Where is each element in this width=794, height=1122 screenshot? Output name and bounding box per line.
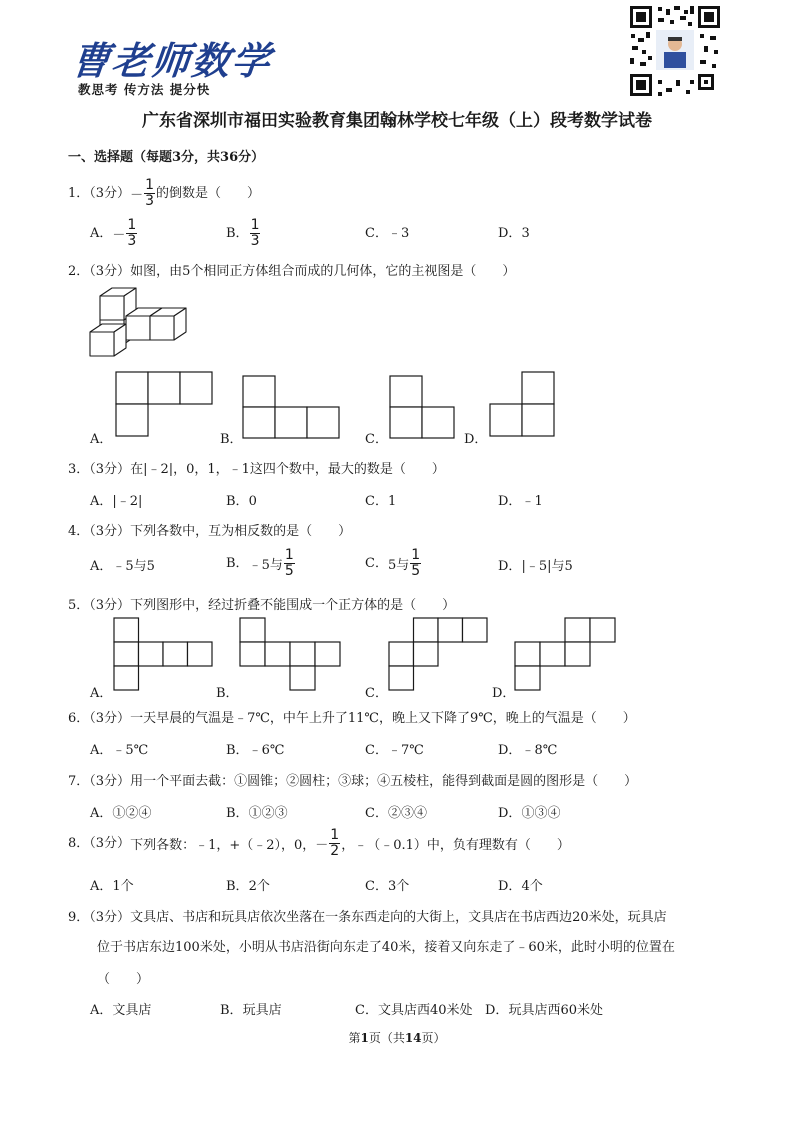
page-footer: 第1页（共14页） bbox=[348, 1031, 446, 1045]
q9-option-d[interactable]: D．玩具店西60米处 bbox=[485, 1003, 603, 1018]
qr-code-icon bbox=[628, 4, 722, 98]
q5-option-b-net[interactable] bbox=[240, 618, 344, 694]
q6-option-b[interactable]: B．﹣6℃ bbox=[226, 743, 285, 758]
question-1: 1．（3分）－ $\frac{1}{3}$ 的倒数是（ ） bbox=[68, 177, 261, 209]
q2-option-c-figure[interactable] bbox=[390, 376, 458, 440]
q9-option-b[interactable]: B．玩具店 bbox=[220, 1003, 282, 1018]
q4-option-d[interactable]: D．|﹣5|与5 bbox=[498, 559, 573, 574]
q8-option-d[interactable]: D．4个 bbox=[498, 879, 543, 894]
q6-option-c[interactable]: C．﹣7℃ bbox=[365, 743, 424, 758]
question-9: 9．（3分）文具店、书店和玩具店依次坐落在一条东西走向的大街上，文具店在书店西边20米处，玩具店 bbox=[68, 910, 667, 925]
q9-option-c[interactable]: C．文具店西40米处 bbox=[355, 1003, 473, 1018]
q6-option-a[interactable]: A．﹣5℃ bbox=[90, 743, 149, 758]
cube-solid-figure bbox=[88, 284, 192, 364]
q4-option-b[interactable]: B．﹣5与 $\frac{1}{5}$ bbox=[226, 547, 294, 579]
slogan: 教思考 传方法 提分快 bbox=[78, 82, 211, 97]
q8-option-b[interactable]: B．2个 bbox=[226, 879, 270, 894]
question-5: 5．（3分）下列图形中，经过折叠不能围成一个正方体的是（ ） bbox=[68, 598, 456, 613]
q1-option-a[interactable]: A．－ $\frac{1}{3}$ bbox=[90, 217, 137, 249]
question-4: 4．（3分）下列各数中，互为相反数的是（ ） bbox=[68, 524, 352, 539]
q2-option-d[interactable]: D． bbox=[464, 432, 488, 447]
logo: 曹老师数学 bbox=[69, 38, 275, 83]
q1-option-d[interactable]: D．3 bbox=[498, 226, 530, 241]
q2-option-b[interactable]: B． bbox=[220, 432, 243, 447]
question-7: 7．（3分）用一个平面去截：①圆锥；②圆柱；③球；④五棱柱，能得到截面是圆的图形是（ ） bbox=[68, 774, 638, 789]
q2-option-d-figure[interactable] bbox=[490, 372, 558, 438]
q5-option-c[interactable]: C． bbox=[365, 686, 388, 701]
q2-option-a-figure[interactable] bbox=[116, 372, 214, 438]
fraction: $\frac{1}{3}$ bbox=[145, 177, 154, 209]
question-2: 2．（3分）如图，由5个相同正方体组合而成的几何体，它的主视图是（ ） bbox=[68, 264, 516, 279]
q4-option-a[interactable]: A．﹣5与5 bbox=[90, 559, 155, 574]
q5-option-c-net[interactable] bbox=[389, 618, 491, 694]
q2-option-b-figure[interactable] bbox=[243, 376, 343, 440]
q5-option-a-net[interactable] bbox=[114, 618, 216, 694]
q7-option-d[interactable]: D．①③④ bbox=[498, 806, 561, 821]
q4-option-c[interactable]: C．5与 $\frac{1}{5}$ bbox=[365, 547, 421, 579]
q7-option-a[interactable]: A．①②④ bbox=[90, 806, 152, 821]
q5-option-b[interactable]: B． bbox=[216, 686, 239, 701]
q5-option-d-net[interactable] bbox=[515, 618, 619, 694]
q8-option-a[interactable]: A．1个 bbox=[90, 879, 134, 894]
q3-option-a[interactable]: A．|﹣2| bbox=[90, 494, 143, 509]
q3-option-d[interactable]: D．﹣1 bbox=[498, 494, 543, 509]
question-6: 6．（3分）一天早晨的气温是﹣7℃，中午上升了11℃，晚上又下降了9℃，晚上的气温是（ ） bbox=[68, 711, 636, 726]
section-title: 一、选择题（每题3分，共36分） bbox=[68, 150, 265, 165]
q5-option-a[interactable]: A． bbox=[90, 686, 113, 701]
q9-option-a[interactable]: A．文具店 bbox=[90, 1003, 152, 1018]
q6-option-d[interactable]: D．﹣8℃ bbox=[498, 743, 558, 758]
q1-option-b[interactable]: B． $\frac{1}{3}$ bbox=[226, 217, 260, 249]
question-9-line-3: （ ） bbox=[97, 972, 150, 987]
question-3: 3．（3分）在|﹣2|，0，1，﹣1这四个数中，最大的数是（ ） bbox=[68, 462, 445, 477]
fraction: $\frac{1}{2}$ bbox=[330, 827, 340, 859]
q3-option-b[interactable]: B．0 bbox=[226, 494, 257, 509]
q7-option-b[interactable]: B．①②③ bbox=[226, 806, 288, 821]
q3-option-c[interactable]: C．1 bbox=[365, 494, 397, 509]
q7-option-c[interactable]: C．②③④ bbox=[365, 806, 427, 821]
q5-option-d[interactable]: D． bbox=[492, 686, 516, 701]
question-9-line-2: 位于书店东边100米处，小明从书店沿街向东走了40米，接着又向东走了﹣60米，此时小明的位置在 bbox=[97, 940, 675, 955]
page-title: 广东省深圳市福田实验教育集团翰林学校七年级（上）段考数学试卷 bbox=[142, 111, 652, 131]
q2-option-a[interactable]: A． bbox=[90, 432, 113, 447]
question-8: 8．（3分）下列各数：﹣1，+（﹣2），0，－ $\frac{1}{2}$ ，﹣（﹣0.1）中，负有理数有（ ） bbox=[68, 827, 570, 859]
q8-option-c[interactable]: C．3个 bbox=[365, 879, 410, 894]
q1-option-c[interactable]: C．﹣3 bbox=[365, 226, 410, 241]
q2-option-c[interactable]: C． bbox=[365, 432, 388, 447]
